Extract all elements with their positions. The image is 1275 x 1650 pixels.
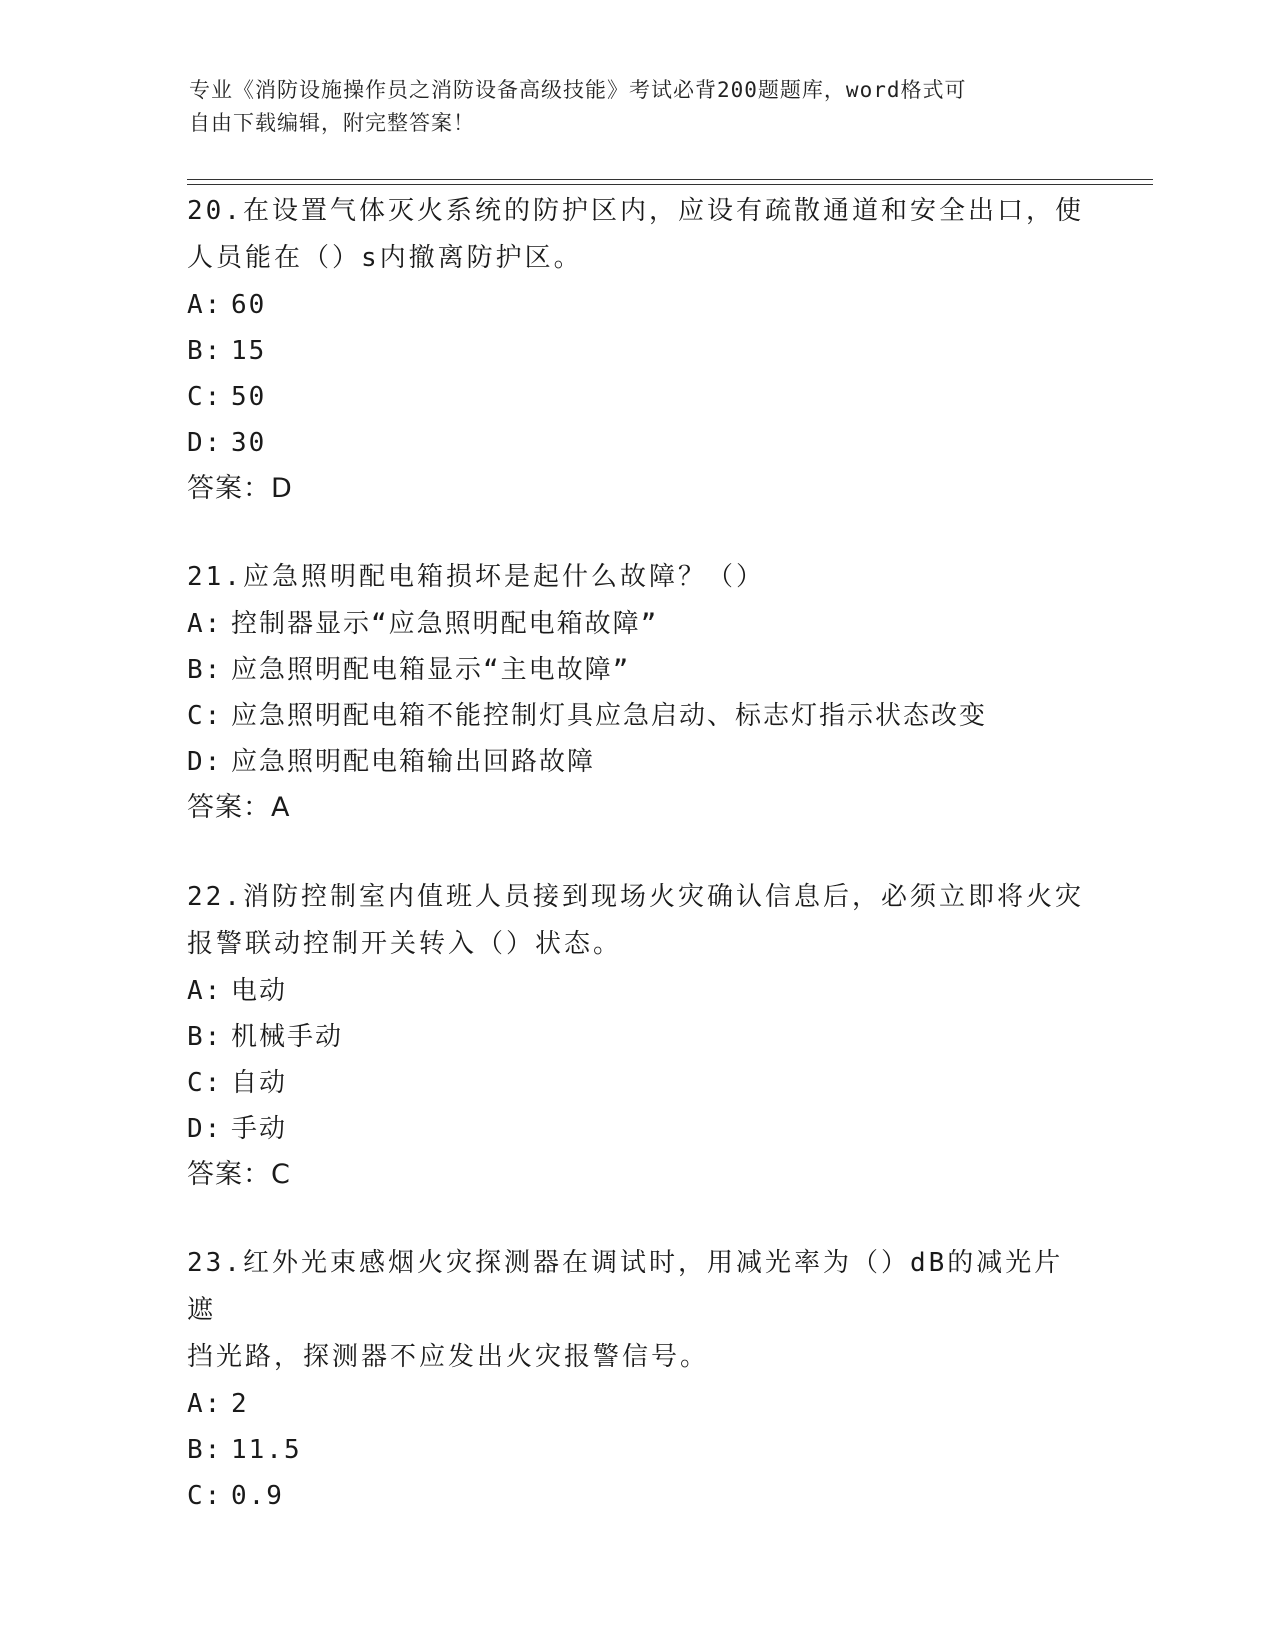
question-20: [187, 188, 1087, 512]
header-line-1: 专业《消防设施操作员之消防设备高级技能》考试必背200题题库，word格式可: [189, 78, 967, 102]
option-text: 自动: [231, 1068, 288, 1098]
option-letter: C:: [187, 1481, 223, 1511]
option-text: 60: [231, 290, 267, 320]
option-text: 机械手动: [231, 1022, 344, 1052]
option-letter: A:: [187, 1389, 223, 1419]
option-letter: D:: [187, 747, 223, 777]
option-text: 15: [231, 336, 267, 366]
header-divider-top: [187, 179, 1153, 180]
option-text: 2: [231, 1389, 249, 1419]
question-stem-line-1: 21.应急照明配电箱损坏是起什么故障？（）: [187, 562, 765, 592]
option-letter: B:: [187, 1022, 223, 1052]
question-22: [187, 874, 1087, 1198]
option-letter: B:: [187, 1435, 223, 1465]
question-stem-line-2: 人员能在（）s内撤离防护区。: [187, 243, 583, 273]
option-b: [187, 1427, 1087, 1473]
question-23: [187, 1240, 1087, 1519]
option-letter: A:: [187, 290, 223, 320]
option-c: [187, 693, 1087, 739]
option-a: [187, 601, 1087, 647]
option-b: [187, 647, 1087, 693]
option-c: [187, 374, 1087, 420]
question-stem-line-1: 22.消防控制室内值班人员接到现场火灾确认信息后，必须立即将火灾: [187, 882, 1084, 912]
option-letter: B:: [187, 655, 223, 685]
option-letter: D:: [187, 428, 223, 458]
question-stem-line-1: 23.红外光束感烟火灾探测器在调试时，用减光率为（）dB的减光片遮: [187, 1248, 1064, 1325]
header-line-2: 自由下载编辑，附完整答案！: [189, 111, 475, 135]
option-d: [187, 1106, 1087, 1152]
answer-line: 答案：D: [187, 473, 293, 504]
question-stem-line-2: 报警联动控制开关转入（）状态。: [187, 929, 623, 959]
option-letter: D:: [187, 1114, 223, 1144]
option-text: 控制器显示“应急照明配电箱故障”: [231, 609, 659, 639]
option-c: [187, 1473, 1087, 1519]
option-letter: C:: [187, 1068, 223, 1098]
option-c: [187, 1060, 1087, 1106]
header-divider-bottom: [187, 184, 1153, 185]
option-d: [187, 739, 1087, 785]
option-a: [187, 1381, 1087, 1427]
option-letter: A:: [187, 609, 223, 639]
option-a: [187, 968, 1087, 1014]
option-text: 50: [231, 382, 267, 412]
answer-line: 答案：C: [187, 1159, 291, 1190]
question-stem-line-2: 挡光路，探测器不应发出火灾报警信号。: [187, 1342, 710, 1372]
option-text: 11.5: [231, 1435, 302, 1465]
option-b: [187, 1014, 1087, 1060]
answer-line: 答案：A: [187, 792, 291, 823]
question-stem-line-1: 20.在设置气体灭火系统的防护区内，应设有疏散通道和安全出口，使: [187, 196, 1084, 226]
option-letter: A:: [187, 976, 223, 1006]
option-text: 30: [231, 428, 267, 458]
option-text: 应急照明配电箱输出回路故障: [231, 747, 596, 777]
document-header: [189, 74, 1089, 140]
option-letter: C:: [187, 701, 223, 731]
option-letter: B:: [187, 336, 223, 366]
option-text: 电动: [231, 976, 288, 1006]
option-text: 应急照明配电箱显示“主电故障”: [231, 655, 631, 685]
option-a: [187, 282, 1087, 328]
option-text: 0.9: [231, 1481, 284, 1511]
option-d: [187, 420, 1087, 466]
option-text: 应急照明配电箱不能控制灯具应急启动、标志灯指示状态改变: [231, 701, 988, 731]
option-b: [187, 328, 1087, 374]
option-letter: C:: [187, 382, 223, 412]
question-21: [187, 554, 1087, 831]
option-text: 手动: [231, 1114, 288, 1144]
